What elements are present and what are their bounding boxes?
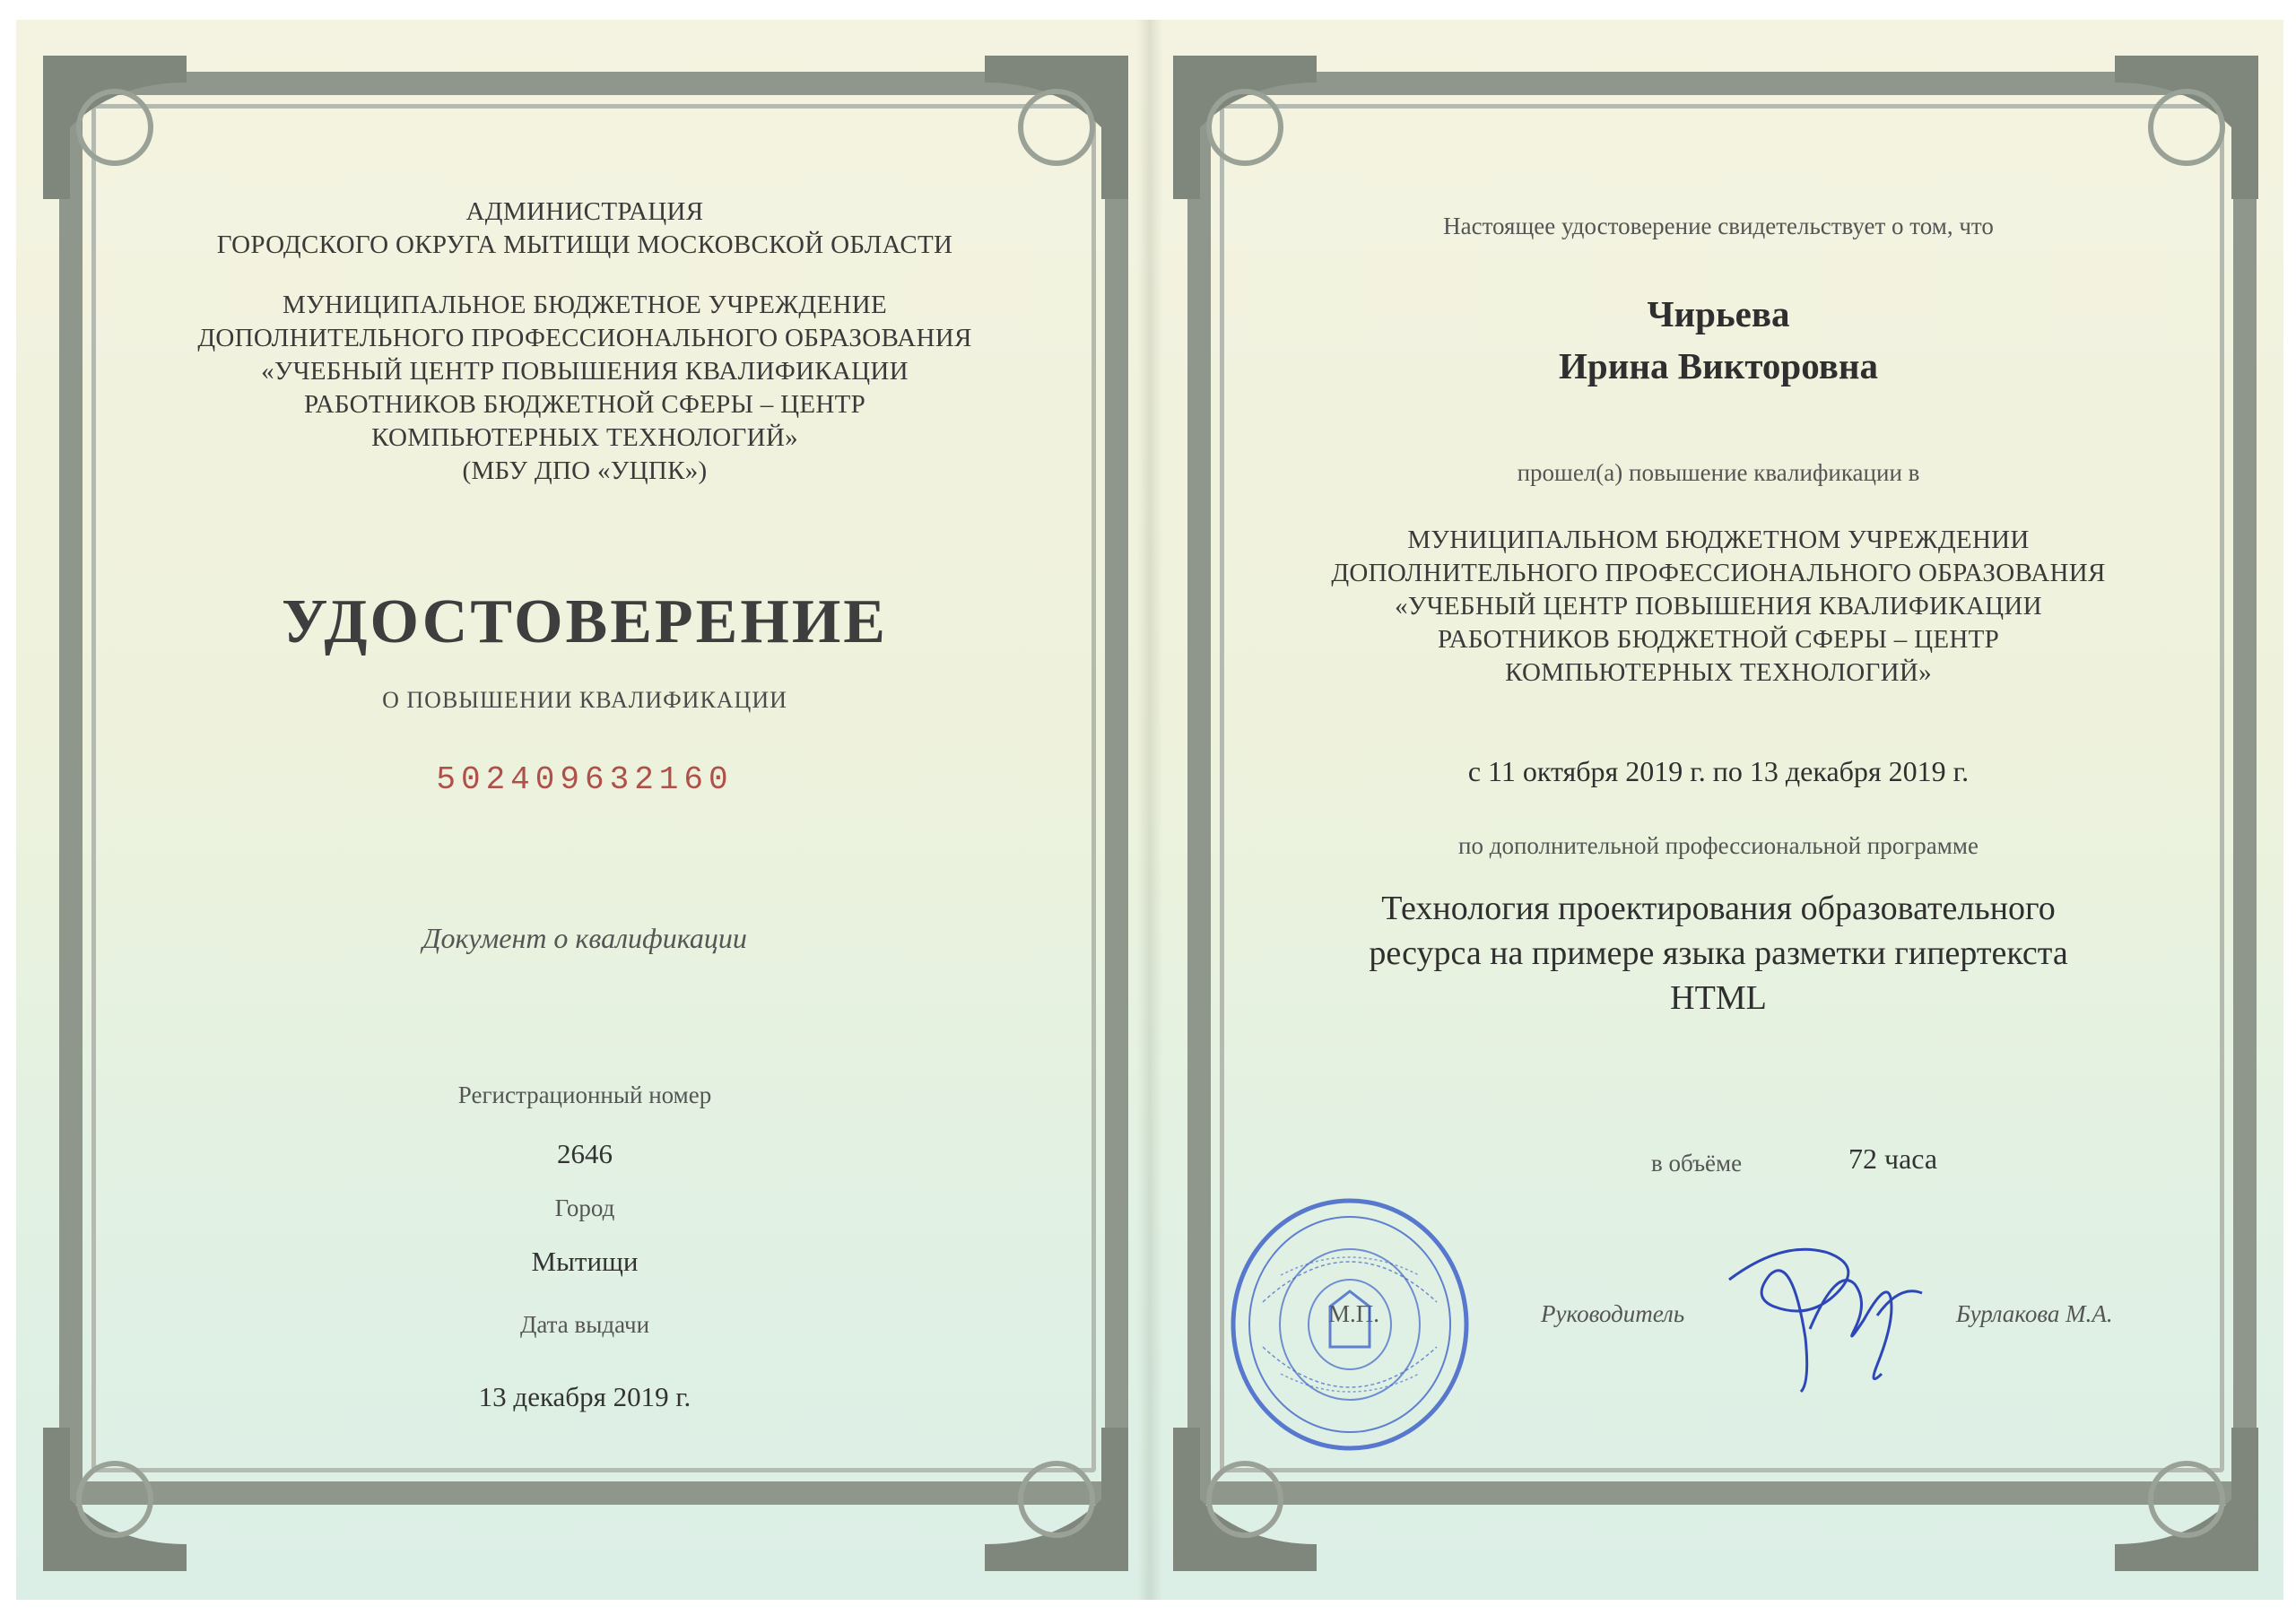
completion-statement: прошел(а) повышение квалификации в [1517, 459, 1920, 486]
corner-ornament-icon [34, 47, 196, 208]
provider-line-2: ДОПОЛНИТЕЛЬНОГО ПРОФЕССИОНАЛЬНОГО ОБРАЗОВАНИЯ [1331, 559, 2106, 587]
city-label: Город [554, 1194, 615, 1221]
program-line-3: HTML [1670, 979, 1767, 1017]
certificate-intro: Настоящее удостоверение свидетельствует о том, что [1443, 213, 1994, 239]
administration-line-1: АДМИНИСТРАЦИЯ [465, 197, 704, 226]
corner-ornament-icon [34, 1419, 196, 1580]
head-label: Руководитель [1541, 1300, 1685, 1327]
certificate-sheet [16, 20, 2283, 1600]
issuer-line-2: ДОПОЛНИТЕЛЬНОГО ПРОФЕССИОНАЛЬНОГО ОБРАЗОВАНИЯ [197, 324, 972, 352]
issue-date: 13 декабря 2019 г. [478, 1381, 691, 1412]
holder-surname: Чирьева [1647, 293, 1790, 334]
administration-line-2: ГОРОДСКОГО ОКРУГА МЫТИЩИ МОСКОВСКОЙ ОБЛАСТИ [216, 230, 953, 259]
corner-ornament-icon [2106, 1419, 2267, 1580]
registration-label: Регистрационный номер [457, 1081, 712, 1108]
document-title: УДОСТОВЕРЕНИЕ [282, 587, 888, 656]
issuer-line-1: МУНИЦИПАЛЬНОЕ БЮДЖЕТНОЕ УЧРЕЖДЕНИЕ [283, 291, 887, 319]
program-line-1: Технология проектирования образовательного [1381, 890, 2056, 927]
document-type: Документ о квалификации [422, 922, 747, 954]
issuer-line-3: «УЧЕБНЫЙ ЦЕНТР ПОВЫШЕНИЯ КВАЛИФИКАЦИИ [261, 357, 909, 386]
provider-line-1: МУНИЦИПАЛЬНОМ БЮДЖЕТНОМ УЧРЕЖДЕНИИ [1407, 525, 2030, 554]
city-value: Мытищи [531, 1246, 639, 1277]
corner-ornament-icon [976, 1419, 1137, 1580]
holder-given-names: Ирина Викторовна [1559, 345, 1878, 386]
document-subtitle: О ПОВЫШЕНИИ КВАЛИФИКАЦИИ [382, 687, 787, 713]
issuer-line-4: РАБОТНИКОВ БЮДЖЕТНОЙ СФЕРЫ – ЦЕНТР [303, 390, 866, 419]
round-seal-icon [1227, 1194, 1474, 1455]
provider-line-5: КОМПЬЮТЕРНЫХ ТЕХНОЛОГИЙ» [1505, 658, 1932, 687]
seal-place-label: М.П. [1328, 1300, 1380, 1327]
registration-number: 2646 [557, 1138, 613, 1169]
issue-date-label: Дата выдачи [519, 1311, 650, 1338]
serial-number: 502409632160 [436, 761, 734, 798]
issuer-short-name: (МБУ ДПО «УЦПК») [462, 456, 708, 485]
issuer-line-5: КОМПЬЮТЕРНЫХ ТЕХНОЛОГИЙ» [371, 423, 798, 452]
program-line-2: ресурса на примере языка разметки гипертекста [1369, 934, 2068, 972]
provider-line-3: «УЧЕБНЫЙ ЦЕНТР ПОВЫШЕНИЯ КВАЛИФИКАЦИИ [1395, 592, 2042, 621]
head-name: Бурлакова М.А. [1956, 1300, 2113, 1327]
training-period: с 11 октября 2019 г. по 13 декабря 2019 г. [1467, 755, 1970, 787]
corner-ornament-icon [2106, 47, 2267, 208]
volume-label: в объёме [1651, 1150, 1743, 1177]
signature-icon [1720, 1230, 1926, 1396]
program-label: по дополнительной профессиональной программе [1458, 832, 1979, 859]
provider-line-4: РАБОТНИКОВ БЮДЖЕТНОЙ СФЕРЫ – ЦЕНТР [1437, 625, 2000, 654]
volume-value: 72 часа [1848, 1142, 1938, 1175]
corner-ornament-icon [976, 47, 1137, 208]
corner-ornament-icon [1164, 47, 1326, 208]
